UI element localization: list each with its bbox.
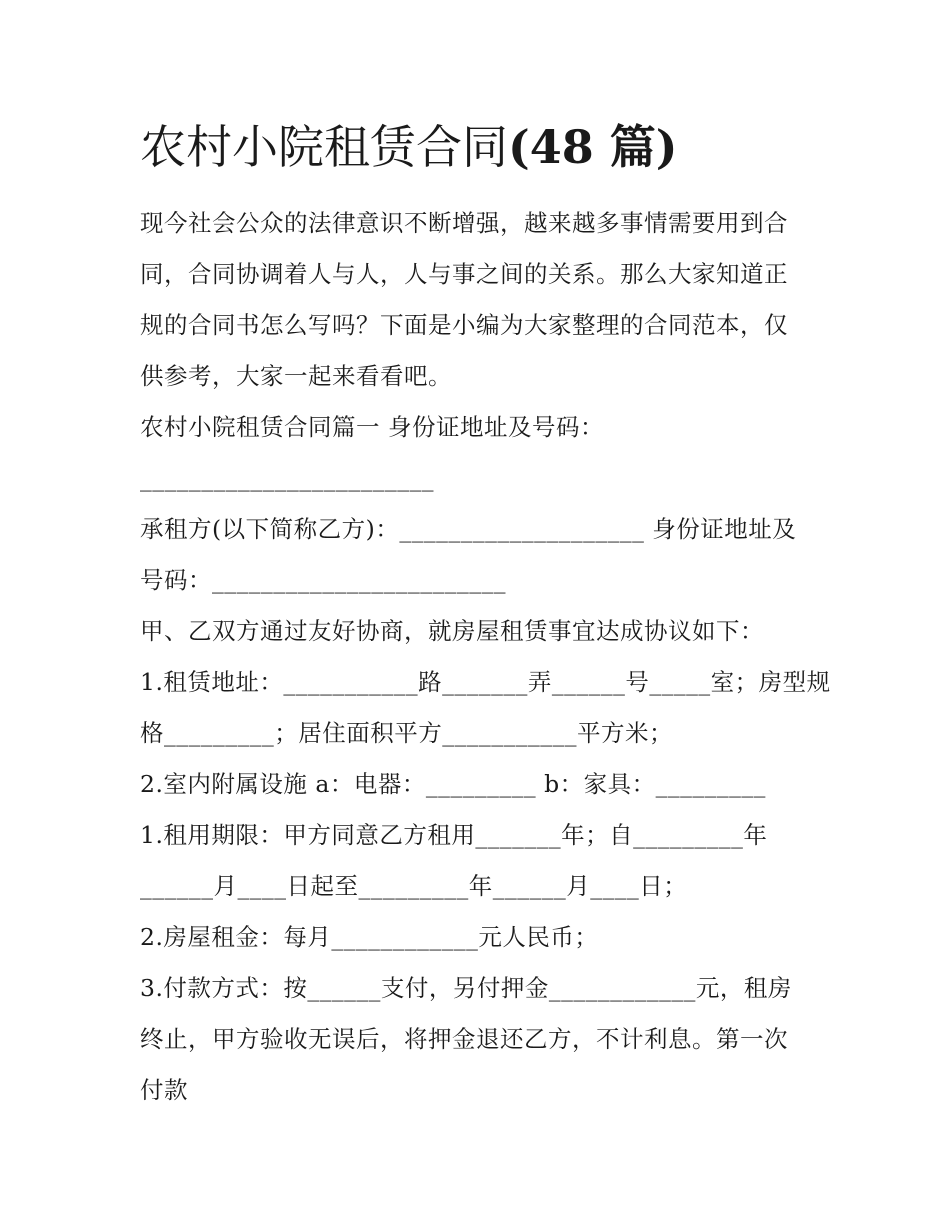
clause-address: 1.租赁地址：___________路_______弄______号_____室；房型规 (140, 668, 831, 696)
clause-payment-end: 付款 (140, 1076, 188, 1104)
document-title (140, 112, 820, 182)
clause-facilities: 2.室内附属设施 a：电器：_________ b：家具：_________ (140, 770, 766, 798)
intro-line-4: 供参考，大家一起来看看吧。 (140, 362, 452, 390)
clause-payment: 3.付款方式：按______支付，另付押金____________元，租房 (140, 974, 792, 1002)
clause-rent: 2.房屋租金：每月____________元人民币； (140, 923, 599, 951)
clause-term: 1.租用期限：甲方同意乙方租用_______年；自_________年 (140, 821, 768, 849)
clause-address-cont: 格_________；居住面积平方___________平方米； (140, 719, 673, 747)
clause-term-cont: ______月____日起至_________年______月____日； (140, 872, 688, 900)
title-main: 农村小院租赁合同 (140, 120, 508, 174)
section-heading-1: 农村小院租赁合同篇一 身份证地址及号码： (140, 413, 604, 441)
agreement-intro: 甲、乙双方通过友好协商，就房屋租赁事宜达成协议如下： (140, 617, 764, 645)
intro-line-1: 现今社会公众的法律意识不断增强，越来越多事情需要用到合 (140, 209, 788, 237)
id-blank-line: ________________________ (140, 464, 434, 492)
clause-payment-cont: 终止，甲方验收无误后，将押金退还乙方，不计利息。第一次 (140, 1025, 788, 1053)
tenant-line: 承租方(以下简称乙方)：____________________ 身份证地址及 (140, 515, 797, 543)
document-body (140, 198, 831, 1116)
intro-line-3: 规的合同书怎么写吗？下面是小编为大家整理的合同范本，仅 (140, 311, 788, 339)
tenant-id-line: 号码：________________________ (140, 566, 506, 594)
title-count: (48 篇) (508, 120, 678, 174)
intro-line-2: 同，合同协调着人与人，人与事之间的关系。那么大家知道正 (140, 260, 788, 288)
